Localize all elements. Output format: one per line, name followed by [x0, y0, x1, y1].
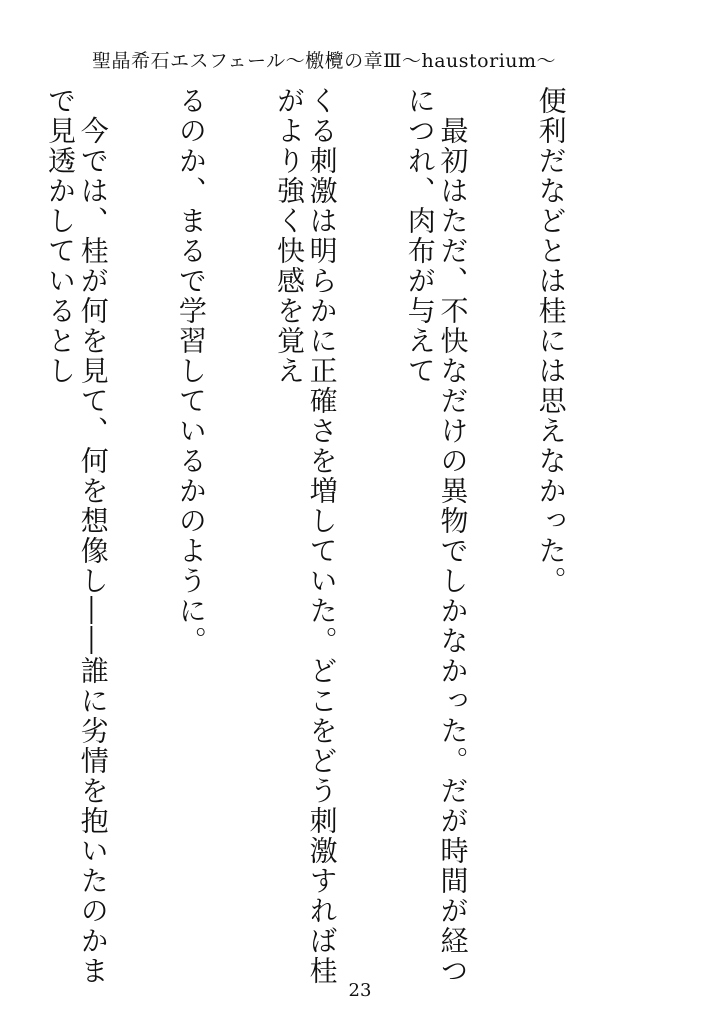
text-line: 今では、桂が何を見て、何を想像し――誰に劣情を抱いたのかまで見透かしているとし	[44, 86, 110, 986]
text-line: 最初はただ、不快なだけの異物でしかなかった。だが時間が経つにつれ、肉布が与えて	[403, 86, 470, 986]
text-line: るのか、まるで学習しているかのように。	[174, 86, 208, 656]
text-line: 便利だなどとは桂には思えなかった。	[534, 86, 568, 596]
page-number: 23	[348, 980, 372, 1001]
running-header: 聖晶希石エスフェール〜檄欖の章Ⅲ〜haustorium〜	[92, 50, 557, 72]
novel-body-text	[44, 86, 632, 992]
text-line: くる刺激は明らかに正確さを増していた。どこをどう刺激すれば桂がより強く快感を覚え	[272, 86, 339, 986]
